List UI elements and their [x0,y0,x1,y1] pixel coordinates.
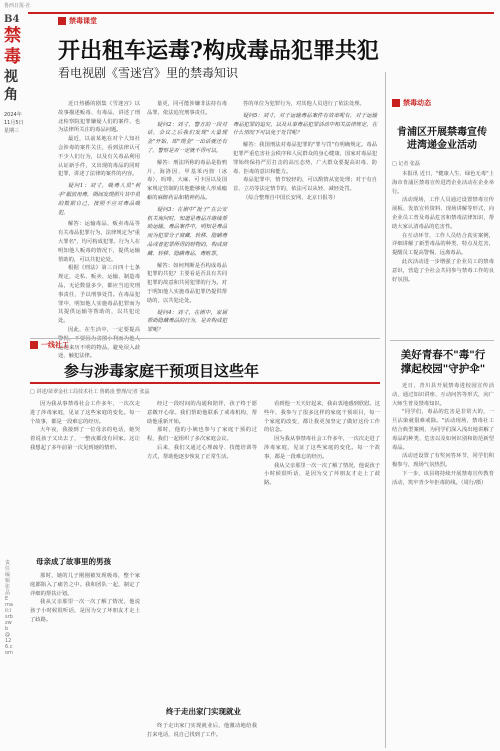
bottom-section-tag [30,340,69,350]
bottom-column-1b [30,572,140,744]
top-section-tag [58,16,97,26]
paragraph: 在互动环节，工作人员结合真实案例，详细讲解了新型毒品的种类、特点及危害，提醒员工提高警惕，远离毒品。 [392,232,494,257]
paragraph: 下一步，该县将持续开展禁毒宣传教育活动，筑牢青少年拒毒防线。（周行/摄） [392,470,494,486]
paragraph: 量更，同可能涉嫌非法持有毒品罪，依法追究刑事责任。 [147,101,227,116]
masthead: 鲁西日报·社 [4,3,31,9]
paragraph: 近日，青川县开展禁毒进校园宣传活动，通过知识讲座、互动问答等形式，向广大师生普及禁毒知识。 [392,383,494,407]
section-label-char-2: 毒 [4,47,21,67]
headline-line-2: 撑起校园"守护伞" [400,363,486,375]
top-section-tag-text: 禁毒课堂 [69,17,97,25]
bottom-column-2b [147,722,257,746]
paragraph: 解答：我国刑法对毒品犯罪的"罪与罚"有明确规定。毒品犯罪严重危害社会秩序和人民群众的身心健康，国家对毒品犯罪始终保持严厉打击的高压态势，广大群众要提高识毒、防毒、拒毒的意识和能力。 [233,142,377,175]
bottom-headline: 参与涉毒家庭干预项目这些年 [64,362,260,380]
tag-square-icon [58,17,66,25]
bottom-section-tag-text: 一线社工 [41,341,69,349]
paragraph: 最近，以前某地在对个人知社会涉毒的案件关注，看到法律认可不少人们行为，以及有关毒品利用认证新手件，又出现的毒品的同时犯罪，讲述了法律的案件的内容。 [58,136,140,178]
main-subhead: 看电视剧《雪迷宫》里的禁毒知识 [58,66,239,80]
paragraph: 我从父亲那里一次一次了解了情况，他说孩子小时候很听话，是因为交了坏朋友才走上了歧路。 [30,599,140,623]
source-note: （综合整理自中国长安网、北京日报等） [243,194,339,201]
right-section-tag-text: 禁毒动态 [403,99,431,107]
paragraph: 我从父亲那里一次一次了解了情况，他说孩子小时候很听话，是因为交了坏朋友才走上了歧路。 [264,462,380,487]
right-article-1-headline [392,126,492,152]
bottom-column-2 [147,400,257,700]
bottom-byline: □ 讲述/苗翠金社工局技术社工 鲁鹤凌 整理/记者 张晶 [30,389,150,395]
date-day: 11月5日 [4,120,24,126]
section-label-char-1: 禁 [4,26,21,46]
paragraph: 活动还设置了有奖问答环节，同学们积极参与，现场气氛热烈。 [392,453,494,469]
paragraph: 因此，在生活中，一定要提高 运送来历不明的物品，避免误入歧途，触犯法律。 [58,326,140,360]
paragraph: 此次活动进一步增强了企业员工的禁毒意识，营造了全社会共同参与禁毒工作的良好氛围。 [392,258,494,283]
right-section-tag [392,98,431,108]
paragraph: 大年夜，我接到了一位母亲的电话，她哭着说孩子又出去了，一整夜都没有回家。这让我想起了多年前第一次见到她的情形。 [30,427,140,451]
page-sidebar [4,14,26,135]
right-column-divider [385,72,386,748]
right-article-2-headline [392,348,494,376]
main-column-2 [147,100,227,332]
paragraph: 解答：如何判断是否构成毒品犯罪的共犯？主要看是否具有共同犯罪的故意和共同犯罪的行为。对于明知他人实施毒品犯罪仍提供帮助的，以共犯论处。 [147,262,227,304]
question: 疑问5：刘寸，对于运输毒品案件有效率呢有，对于运输毒品犯罪的追究，以及从事毒品犯罪活动中相关法律规定，在什么情况下可以免于处罚呢？ [233,112,377,137]
right-divider [390,340,494,341]
issue-date [4,111,26,135]
question: 疑问1：刘寸，吸毒人员"利手"服放用毒，期间发现照片其中员的数据自己，按照不应对毒品吸犯。 [58,183,140,216]
main-column-3 [233,100,377,332]
paragraph: 毒品犯罪中，情节较轻的，可以酌情从宽处理；对于有自首、立功等法定情节的，依法可以从轻、减轻处罚。 [233,177,377,193]
section-label-char-3: 视 [4,69,18,85]
question: 疑问3：在剧中“批子”在公安机关询问时，知道是毒品并继续帮助运输。毒品案件中，明知是毒品而为犯罪分子窝藏、转移、隐瞒毒品或者犯罪所得的财物的，构成窝藏、转移、隐瞒毒品、毒赃罪。 [147,206,227,257]
paragraph: 解答：运输毒品、贩卖毒品等有关毒品犯罪行为，法律规定为"重大罪名"，均可构成犯罪。行为人在明知他人贩毒的情况下，提供运输帮助的，可以共犯论处。 [58,221,140,263]
main-headline: 开出租车运毒?构成毒品犯罪共犯 [58,38,379,64]
date-year: 2024年 [4,112,22,118]
paragraph: 终于走出家门实现就业后，他激动地给我打来电话，说自己找到了工作。 [147,723,257,738]
right-article-1-byline: □ 记者 张磊 [392,161,420,167]
paragraph: 那时，他的小姨也参与了家庭干预的过程，我们一起组织了多次家庭会议。 [147,427,257,443]
bottom-red-rule [30,382,380,384]
question: 疑问2：刘寸，警方的一段对话，会议之后我们发现"大量现金"开始，即"现金"一出话就还有了，警察是否一定就不得可以。 [147,121,227,154]
paragraph: "同学们，毒品的危害是非常大的，一旦沾染就很难戒除。"活动现场，禁毒社工结合典型案例，为同学们深入浅出地讲解了毒品的种类、危害以及如何识别和防范新型毒品。 [392,409,494,451]
paragraph: 近日热播的剧集《雪迷宫》以故事描述贩毒、有毒品，讲述了刑北检察院犯罪嫌疑人们的案件，也为法律所关注的毒品问题。 [58,101,140,134]
bottom-column-1 [30,400,140,550]
paragraph: 那时，她的儿子刚刚被发现吸毒，整个家庭都陷入了痛苦之中。我和团队一起，制定了详细的帮扶计划。 [30,573,140,597]
tag-square-icon [392,99,400,107]
paragraph: 看到他一天天好起来，我由衷地感到欣慰。这些年，我参与了很多这样的家庭干预项目，每一个家庭的改变，都让我更加坚定了做好这份工作的信念。 [264,401,380,434]
question: 疑问4：刘寸，在剧中，家属帮助隐藏毒品的行为，是否构成犯罪呢？ [147,309,227,334]
editor-credit: 责任编辑 张晶 Email:lsrbzwb@126.com [5,560,13,656]
page-number: B4 [4,14,20,25]
paragraph: 后来，我们又通过心理疏导、技能培训等方式，帮助他逐步恢复了正常生活。 [147,444,257,460]
paragraph: 因为我从事禁毒社会工作多年，一次次走进了涉毒家庭，见证了这些家庭的变化。每一个故事，都是一段难忘的经历。 [264,436,380,460]
section-label-char-4: 角 [4,87,18,103]
top-rule [28,12,494,14]
headline-line-1: 肯浦区开展禁毒宣传 [397,127,487,138]
paragraph: 答的单位为犯罪行为，对其他人员进行了依法处理。 [243,101,365,107]
paragraph: 本报讯 近日，"健康人生、绿色无毒"上海市肯浦区禁毒宣传进湾企业活动在企业举行。 [392,171,494,195]
right-column-article-1 [392,170,494,330]
bottom-subtitle-2: 终于走出家门实现就业 [166,707,241,716]
main-column-1 [58,100,140,360]
paragraph: 经过一段时间的沟通和陪伴，孩子终于愿意敞开心扉。我们帮助他联系了戒毒机构，帮助他重新开始。 [147,401,257,425]
bottom-divider [30,338,380,339]
headline-line-1: 美好青春不"毒"行 [400,349,486,361]
headline-line-2: 进湾递金业活动 [407,140,477,151]
right-column-article-2 [392,382,494,744]
bottom-column-3 [264,400,380,744]
paragraph: 活动现场，工作人员通过设置禁毒宣传展板、发放宣传资料、现场讲解等形式，向企业员工普及毒品危害和禁毒法律知识，帮助大家认清毒品的危害性。 [392,197,494,230]
paragraph: 根据《刑法》第三百四十七条规定，走私、贩卖、运输、制造毒品，无论数量多少，都应当追究刑事责任，予以刑事处罚。在毒品犯罪中，明知他人实施毒品犯罪而为其提供运输等帮助的，以共犯论处。 [58,265,140,325]
paragraph: 因为我从事禁毒社会工作多年，一次次走进了涉毒家庭，见证了这些家庭的变化。每一个故事，都是一段难忘的经历。 [30,401,140,425]
bottom-subtitle-1: 母亲成了故事里的男孩 [36,557,111,566]
date-weekday: 星期三 [4,128,20,134]
paragraph: 解答：刑法所称的毒品是指鸦片、海洛因、甲基苯丙胺（冰毒）、吗啡、大麻、可卡因以及国家规定管制的其他能够使人形成瘾癖的麻醉药品和精神药品。 [147,159,227,201]
tag-square-icon [30,341,38,349]
